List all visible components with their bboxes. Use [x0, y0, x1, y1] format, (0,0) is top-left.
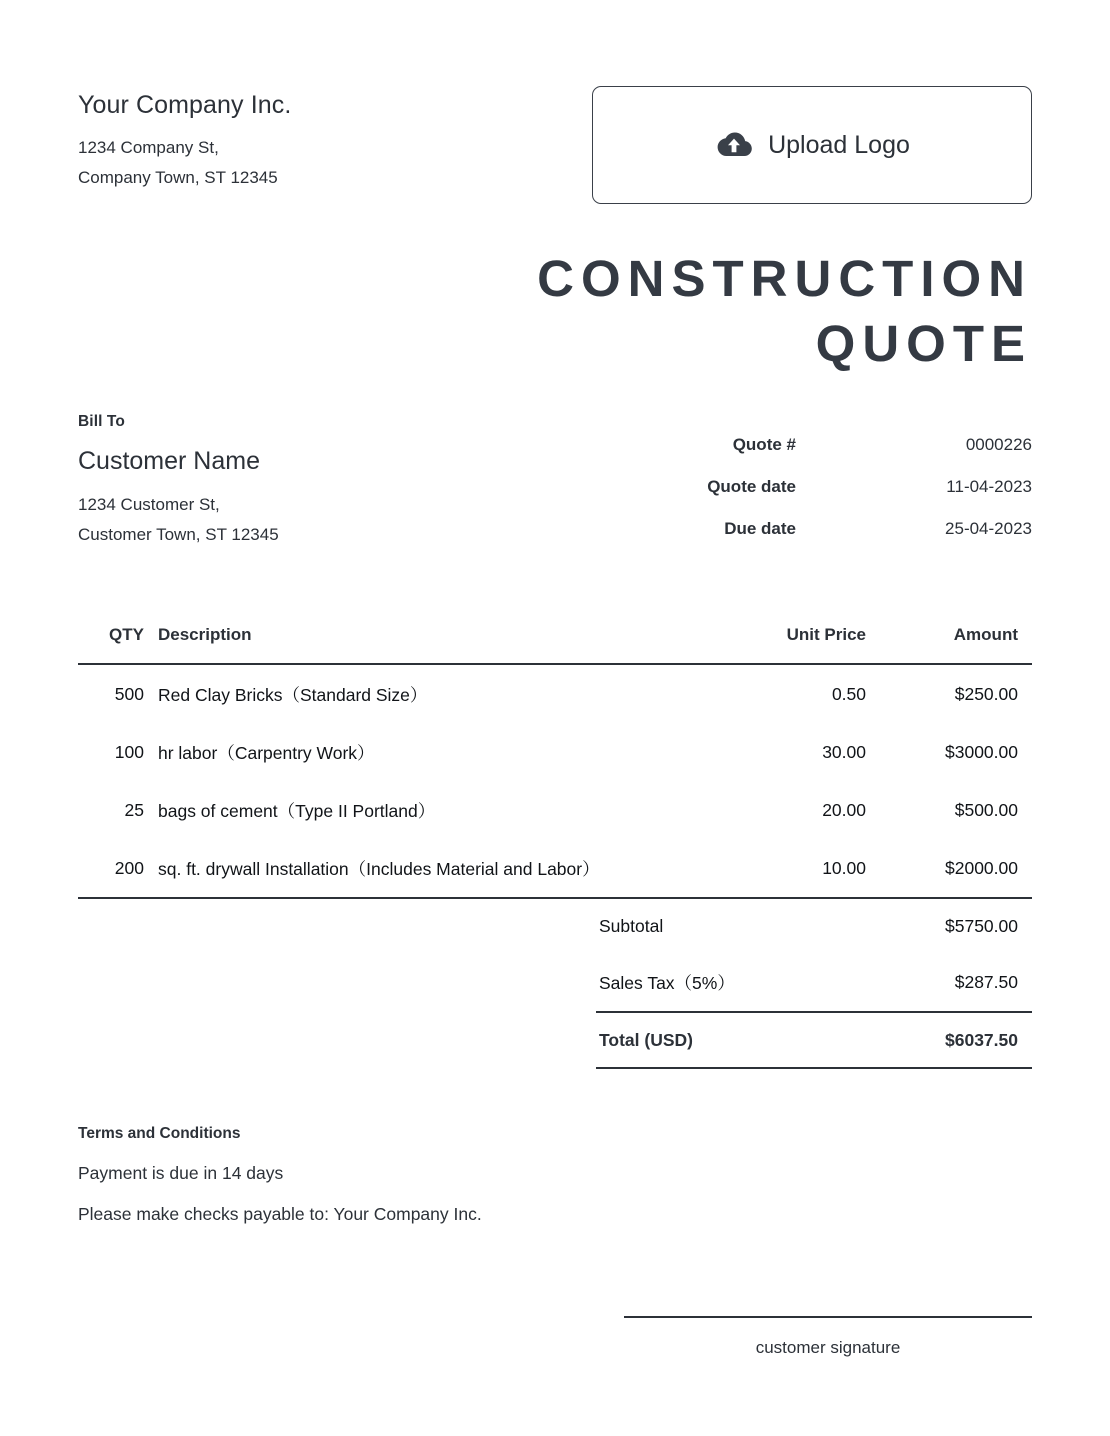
totals-row-tax — [596, 953, 1032, 1012]
meta-value-quote-number: 0000226 — [965, 434, 1032, 454]
terms-line-1: Payment is due in 14 days — [78, 1162, 284, 1183]
document-title-line1: CONSTRUCTION — [537, 250, 1032, 307]
totals-table — [596, 899, 1032, 1069]
company-address-line2: Company Town, ST 12345 — [78, 168, 278, 187]
line-items-header-row — [78, 625, 1032, 664]
customer-address — [78, 490, 279, 551]
meta-row-quote-number — [707, 435, 1032, 477]
cell-description: hr labor（Carpentry Work） — [158, 742, 375, 763]
header-qty: QTY — [78, 625, 144, 664]
cell-unit-price: 30.00 — [822, 741, 866, 762]
subtotal-label: Subtotal — [599, 915, 664, 936]
customer-name: Customer Name — [78, 446, 260, 475]
cell-amount: $2000.00 — [866, 839, 1032, 898]
total-value: $6037.50 — [814, 1012, 1032, 1068]
meta-value-due-date: 25-04-2023 — [945, 518, 1032, 538]
cell-qty: 500 — [114, 683, 144, 704]
header-unit-price: Unit Price — [716, 625, 866, 664]
quote-meta-table — [707, 435, 1032, 561]
upload-logo-label: Upload Logo — [768, 130, 910, 159]
signature-line[interactable] — [624, 1316, 1032, 1318]
upload-logo-button[interactable] — [592, 86, 1032, 204]
cell-amount: $250.00 — [954, 683, 1018, 704]
meta-row-quote-date — [707, 477, 1032, 519]
sales-tax-value: $287.50 — [954, 971, 1018, 992]
totals-row-grand-total — [596, 1012, 1032, 1068]
cell-description: Red Clay Bricks（Standard Size） — [158, 684, 428, 705]
company-info — [78, 86, 291, 193]
sales-tax-label: Sales Tax（5%） — [599, 972, 735, 993]
cell-qty: 100 — [114, 741, 144, 762]
cell-amount: $500.00 — [954, 799, 1018, 820]
cell-description: bags of cement（Type II Portland） — [158, 800, 436, 821]
company-name: Your Company Inc. — [78, 91, 292, 119]
total-label: Total (USD) — [596, 1012, 814, 1068]
customer-address-line1: 1234 Customer St, — [78, 494, 220, 514]
billing-and-meta — [78, 413, 1032, 561]
terms-title: Terms and Conditions — [78, 1124, 241, 1142]
meta-label-quote-date: Quote date — [707, 476, 796, 496]
cell-qty: 200 — [78, 839, 144, 898]
table-row — [78, 723, 1032, 781]
meta-value-quote-date: 11-04-2023 — [946, 476, 1032, 496]
signature-caption: customer signature — [755, 1338, 901, 1357]
document-header — [78, 0, 1032, 204]
table-row — [78, 781, 1032, 839]
header-description: Description — [144, 625, 716, 664]
company-address-line1: 1234 Company St, — [78, 138, 219, 158]
document-title — [78, 246, 1032, 377]
meta-label-quote-number: Quote # — [732, 434, 796, 454]
totals-row-subtotal — [596, 899, 1032, 953]
subtotal-value: $5750.00 — [945, 915, 1018, 936]
terms-line-2: Please make checks payable to: Your Company Inc. — [78, 1203, 482, 1224]
terms-and-conditions — [78, 1125, 1032, 1225]
signature-block — [624, 1316, 1032, 1358]
cloud-upload-icon — [714, 129, 754, 161]
header-amount: Amount — [866, 625, 1032, 664]
cell-unit-price: 0.50 — [831, 683, 866, 704]
cell-unit-price: 20.00 — [822, 799, 866, 820]
company-address — [78, 133, 291, 193]
cell-qty: 25 — [124, 799, 144, 820]
meta-label-due-date: Due date — [724, 518, 796, 538]
cell-amount: $3000.00 — [945, 741, 1018, 762]
totals-section — [78, 899, 1032, 1069]
bill-to-block — [78, 413, 279, 551]
document-title-line2: QUOTE — [815, 315, 1032, 373]
cell-description: sq. ft. drywall Installation（Includes Material and Labor） — [144, 839, 716, 898]
line-items-table — [78, 625, 1032, 899]
customer-address-line2: Customer Town, ST 12345 — [78, 524, 279, 544]
table-row — [78, 839, 1032, 898]
cell-unit-price: 10.00 — [716, 839, 866, 898]
meta-row-due-date — [707, 519, 1032, 561]
bill-to-label: Bill To — [78, 412, 125, 430]
table-row — [78, 664, 1032, 723]
